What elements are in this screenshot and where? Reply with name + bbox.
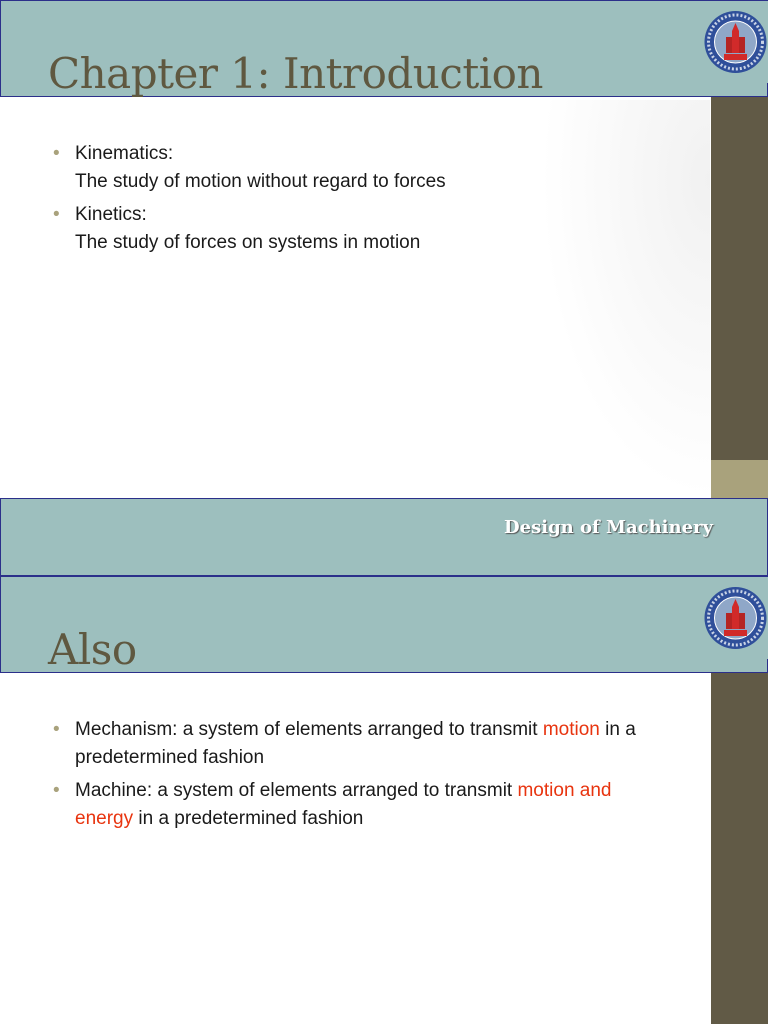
- bullet-highlight: motion: [542, 719, 600, 740]
- list-item: [53, 777, 673, 833]
- bullet-text-end: in a predetermined fashion: [75, 719, 636, 768]
- university-seal-icon: [703, 577, 768, 659]
- side-bar: [711, 672, 768, 1024]
- bullet-highlight: motion and energy: [75, 780, 612, 829]
- list-item: [53, 201, 693, 257]
- bullet-definition: The study of motion without regard to forces: [75, 171, 446, 192]
- footer-title: Design of Machinery: [504, 517, 713, 538]
- footer-bar: [0, 498, 768, 576]
- side-bar-accent: [711, 460, 768, 498]
- title-bar: [0, 0, 768, 97]
- bullet-icon: •: [53, 780, 60, 801]
- bullet-text-end: in a predetermined fashion: [138, 808, 364, 829]
- bullet-term: Kinematics:: [75, 143, 174, 164]
- side-bar: [711, 96, 768, 460]
- university-seal-icon: [703, 1, 768, 83]
- title-bar: [0, 576, 768, 673]
- slide-2: [0, 576, 768, 1024]
- bullet-icon: •: [53, 143, 60, 164]
- bullet-list: [53, 140, 693, 262]
- bullet-definition: The study of forces on systems in motion: [75, 232, 421, 253]
- bullet-text: Machine: a system of elements arranged to transmit: [75, 780, 513, 801]
- bullet-icon: •: [53, 719, 60, 740]
- bullet-icon: •: [53, 204, 60, 225]
- bullet-text: Mechanism: a system of elements arranged to transmit: [75, 719, 538, 740]
- slide-title: Also: [48, 625, 137, 674]
- bullet-list: [53, 716, 673, 838]
- slide-title: Chapter 1: Introduction: [48, 49, 543, 98]
- list-item: [53, 140, 693, 196]
- list-item: [53, 716, 673, 772]
- bullet-term: Kinetics:: [75, 204, 147, 225]
